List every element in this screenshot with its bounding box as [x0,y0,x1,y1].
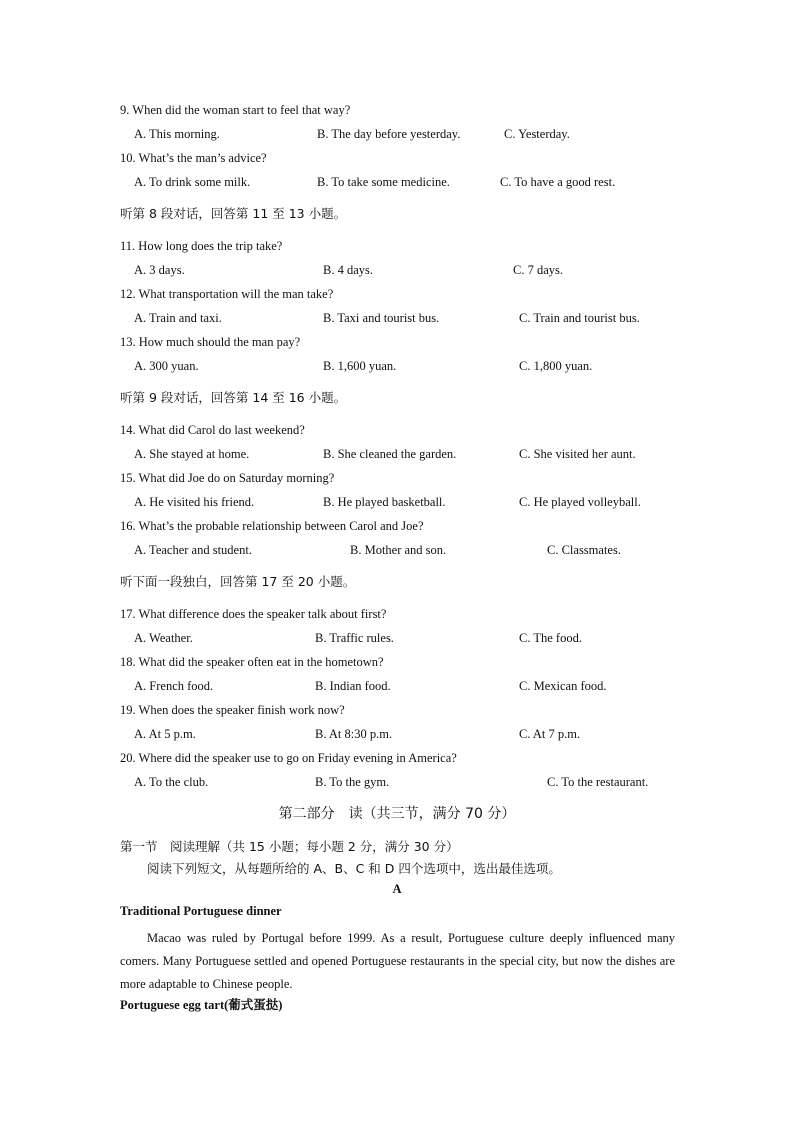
q11-option-a: A. 3 days. [134,263,185,277]
q11-option-b: B. 4 days. [323,263,373,277]
question-20: 20. Where did the speaker use to go on Friday evening in America? [120,751,457,765]
q13-option-a: A. 300 yuan. [134,359,199,373]
q17-option-b: B. Traffic rules. [315,631,394,645]
q9-option-c: C. Yesterday. [504,127,570,141]
question-12: 12. What transportation will the man take? [120,287,334,301]
question-17: 17. What difference does the speaker talk about first? [120,607,387,621]
q10-option-c: C. To have a good rest. [500,175,616,189]
part-2-title: 第二部分 读（共三节，满分 70 分） [278,806,516,822]
q15-option-a: A. He visited his friend. [134,495,255,509]
question-15: 15. What did Joe do on Saturday morning? [120,471,335,485]
q19-option-c: C. At 7 p.m. [519,727,581,741]
q15-option-b: B. He played basketball. [323,495,446,509]
q16-option-a: A. Teacher and student. [134,543,252,557]
q20-option-c: C. To the restaurant. [547,775,649,789]
question-14: 14. What did Carol do last weekend? [120,423,305,437]
q15-option-c: C. He played volleyball. [519,495,641,509]
q17-option-c: C. The food. [519,631,582,645]
q18-option-a: A. French food. [134,679,214,693]
question-16: 16. What’s the probable relationship between Carol and Joe? [120,519,424,533]
q14-option-c: C. She visited her aunt. [519,447,636,461]
question-18: 18. What did the speaker often eat in the hometown? [120,655,384,669]
question-10: 10. What’s the man’s advice? [120,151,267,165]
passage-heading-egg-tart: Portuguese egg tart(葡式蛋挞) [120,998,283,1012]
question-9: 9. When did the woman start to feel that way? [120,103,351,117]
q12-option-b: B. Taxi and tourist bus. [323,311,440,325]
question-11: 11. How long does the trip take? [120,239,283,253]
q16-option-c: C. Classmates. [547,543,621,557]
passage-letter: A [392,882,402,896]
section-dialogue-9: 听第 9 段对话，回答第 14 至 16 小题。 [120,390,347,405]
q10-option-a: A. To drink some milk. [134,175,251,189]
q11-option-c: C. 7 days. [513,263,563,277]
q18-option-c: C. Mexican food. [519,679,607,693]
q14-option-a: A. She stayed at home. [134,447,250,461]
q13-option-b: B. 1,600 yuan. [323,359,397,373]
q16-option-b: B. Mother and son. [350,543,447,557]
q12-option-c: C. Train and tourist bus. [519,311,640,325]
q19-option-a: A. At 5 p.m. [134,727,196,741]
section-dialogue-8: 听第 8 段对话，回答第 11 至 13 小题。 [120,206,347,221]
q17-option-a: A. Weather. [134,631,193,645]
q19-option-b: B. At 8:30 p.m. [315,727,393,741]
question-19: 19. When does the speaker finish work now? [120,703,345,717]
passage-paragraph: Macao was ruled by Portugal before 1999. As a result, Portuguese culture deeply influenced many comers. Many Portuguese settled and opened Portuguese restaurants in the special city, but now the dishes are more adaptable to Chinese people. [120,931,675,991]
section-monologue: 听下面一段独白，回答第 17 至 20 小题。 [120,574,356,589]
q20-option-a: A. To the club. [134,775,209,789]
q9-option-b: B. The day before yesterday. [317,127,461,141]
q18-option-b: B. Indian food. [315,679,391,693]
section-1-title: 第一节 阅读理解（共 15 小题；每小题 2 分，满分 30 分） [120,839,459,854]
q20-option-b: B. To the gym. [315,775,390,789]
question-13: 13. How much should the man pay? [120,335,301,349]
q9-option-a: A. This morning. [134,127,220,141]
passage-heading-dinner: Traditional Portuguese dinner [120,904,282,918]
reading-instruction: 阅读下列短文，从每题所给的 A、B、C 和 D 四个选项中，选出最佳选项。 [147,861,561,876]
q13-option-c: C. 1,800 yuan. [519,359,593,373]
q12-option-a: A. Train and taxi. [134,311,222,325]
q14-option-b: B. She cleaned the garden. [323,447,457,461]
q10-option-b: B. To take some medicine. [317,175,450,189]
